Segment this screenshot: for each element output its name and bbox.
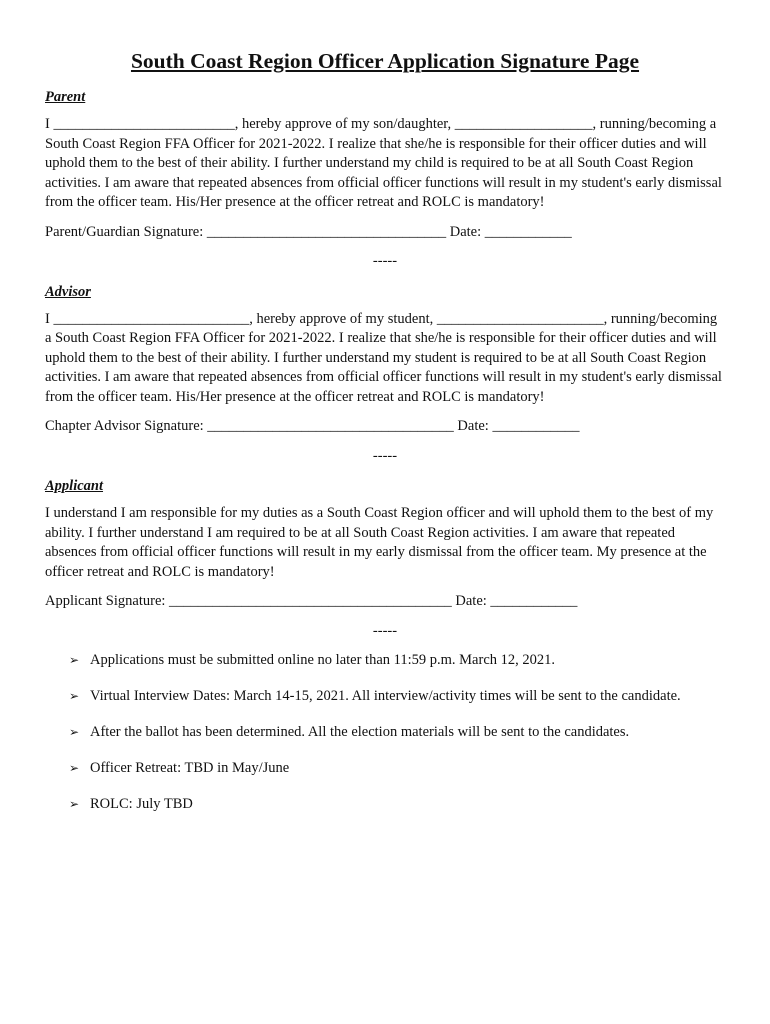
list-item-text: Applications must be submitted online no later than 11:59 p.m. March 12, 2021.	[90, 652, 556, 668]
arrow-bullet-icon: ➢	[69, 725, 80, 739]
list-item	[69, 759, 725, 779]
list-item	[69, 687, 725, 707]
page-title: South Coast Region Officer Application Signature Page	[130, 49, 640, 73]
arrow-bullet-icon: ➢	[69, 653, 80, 667]
list-item-text: After the ballot has been determined. All the election materials will be sent to the candidates.	[90, 724, 630, 740]
advisor-signature-line: Chapter Advisor Signature: __________________________________ Date: ____________	[45, 418, 580, 434]
applicant-heading: Applicant	[45, 478, 104, 494]
arrow-bullet-icon: ➢	[69, 689, 80, 703]
list-item	[69, 795, 725, 815]
section-separator: -----	[372, 253, 398, 269]
arrow-bullet-icon: ➢	[69, 797, 80, 811]
section-separator: -----	[372, 622, 398, 639]
list-item-text: ROLC: July TBD	[90, 796, 193, 812]
document-page	[45, 46, 725, 831]
section-separator: -----	[372, 447, 398, 464]
advisor-heading: Advisor	[45, 283, 91, 300]
parent-section	[45, 87, 725, 242]
list-item-text: Virtual Interview Dates: March 14-15, 2021. All interview/activity times will be sent to the candidate.	[90, 688, 681, 704]
list-item-text: Officer Retreat: TBD in May/June	[90, 760, 290, 776]
advisor-approval-text: I ___________________________, hereby approve of my student, _______________________, running/becoming a South Coast Region FFA Officer for 2021-2022. I realize that she/he is responsible for their officer duties and will uphold them to the best of their ability. I further understand my student is required to be at all South Coast Region activities. I am aware that repeated absences from official officer functions will result in my student's early dismissal from the officer team. His/Her presence at the officer retreat and ROLC is mandatory!	[45, 310, 722, 405]
parent-signature-line: Parent/Guardian Signature: _________________________________ Date: ____________	[45, 223, 572, 240]
applicant-statement-text: I understand I am responsible for my duties as a South Coast Region officer and will uphold them to the best of my ability. I further understand I am required to be at all South Coast Region activities. I am aware that repeated absences from official officer functions will result in my early dismissal from the officer team. My presence at the officer retreat and ROLC is mandatory!	[45, 505, 714, 580]
notes-list	[45, 651, 725, 815]
advisor-section	[45, 282, 725, 437]
applicant-signature-line: Applicant Signature: _______________________________________ Date: ____________	[45, 593, 578, 609]
applicant-section	[45, 476, 725, 612]
parent-heading: Parent	[45, 89, 86, 105]
list-item	[69, 651, 725, 671]
arrow-bullet-icon: ➢	[69, 761, 80, 775]
list-item	[69, 723, 725, 743]
parent-approval-text: I _________________________, hereby approve of my son/daughter, ___________________, running/becoming a South Coast Region FFA Officer for 2021-2022. I realize that she/he is responsible for their officer duties and will uphold them to the best of their ability. I further understand my child is required to be at all South Coast Region activities. I am aware that repeated absences from official officer functions will result in my student's early dismissal from the officer team. His/Her presence at the officer retreat and ROLC is mandatory!	[45, 116, 722, 210]
